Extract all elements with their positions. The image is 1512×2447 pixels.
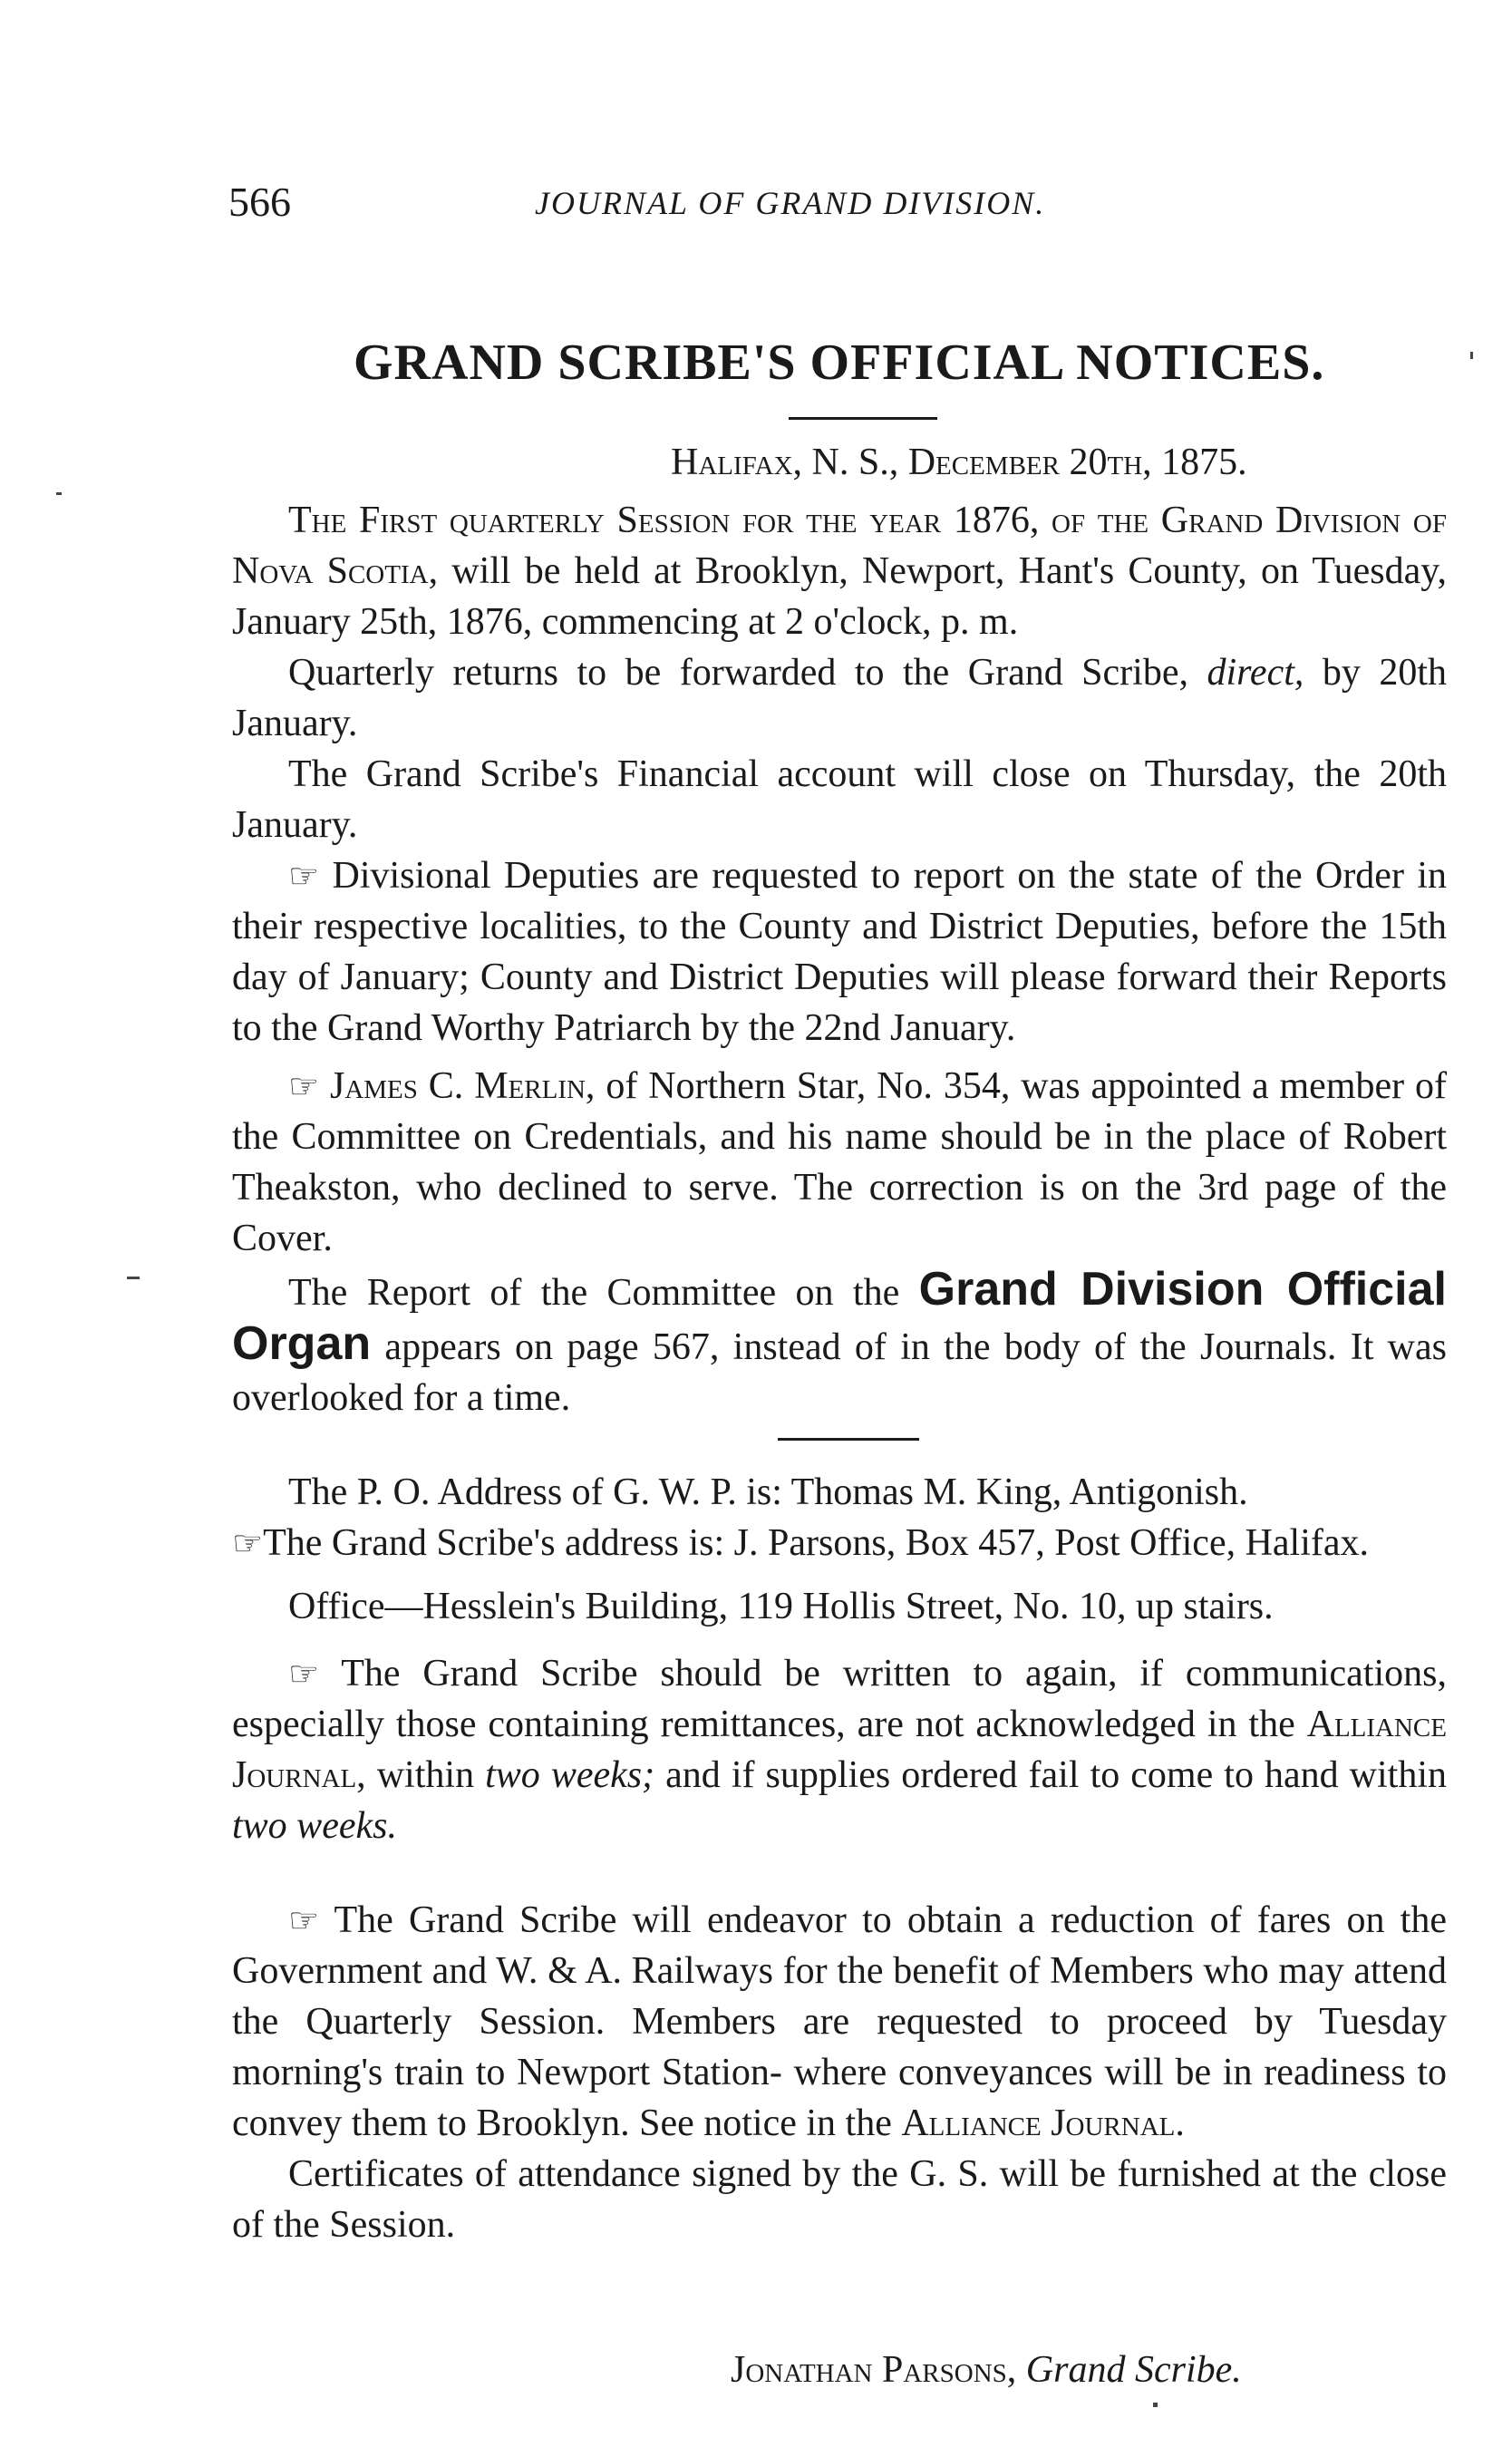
signature-role: Grand Scribe. bbox=[1025, 2349, 1242, 2391]
pointing-hand-icon: ☞ bbox=[288, 1066, 320, 1106]
notice-session-rest: will be held at Brooklyn, Newport, Hant's County, on Tuesday, January 25th, 1876, commencing at 2 o'clock, p. m. bbox=[232, 550, 1447, 643]
office-address: Office—Hesslein's Building, 119 Hollis Street, No. 10, up stairs. bbox=[288, 1586, 1274, 1627]
notice-merlin bbox=[232, 1061, 1447, 1264]
official-organ-heading: Grand Division Official Organ bbox=[232, 1263, 1447, 1370]
scribe-address bbox=[232, 1518, 1447, 1568]
returns-emphasis: direct, bbox=[1207, 652, 1304, 694]
scribe-address-text: The Grand Scribe's address is: J. Parsons, Box 457, Post Office, Halifax. bbox=[263, 1522, 1370, 1564]
running-head: JOURNAL OF GRAND DIVISION. bbox=[535, 185, 1046, 221]
report-text: The Report of the Committee on the bbox=[288, 1272, 919, 1314]
gwp-address: The P. O. Address of G. W. P. is: Thomas M. King, Antigonish. bbox=[288, 1471, 1248, 1513]
notice-deputies bbox=[232, 850, 1447, 1054]
print-speck bbox=[1470, 352, 1473, 359]
title-divider bbox=[789, 417, 937, 420]
notice-returns bbox=[232, 647, 1447, 749]
pointing-hand-icon: ☞ bbox=[288, 1654, 320, 1694]
pointing-hand-icon: ☞ bbox=[288, 856, 320, 896]
written-text-mid2: and if supplies ordered fail to come to hand within bbox=[654, 1754, 1448, 1796]
notice-session-lead: The First quarterly Session for the year 1876, of the Grand Division of Nova Scotia, bbox=[232, 500, 1447, 592]
signature-name: Jonathan Parsons, bbox=[731, 2349, 1017, 2391]
print-speck bbox=[127, 1277, 140, 1279]
alliance-journal-name: Alliance Journal, bbox=[232, 1704, 1447, 1796]
fares-text: The Grand Scribe will endeavor to obtain a reduction of fares on the Government and W. & A. Railways for the benefit of Members who may attend the Quarterly Session. Members are requested to proceed by Tuesday morning's train to Newport Station- where conveyances will be in readiness to convey them to Brooklyn. See notice in the bbox=[232, 1899, 1447, 2144]
notices-block-1 bbox=[232, 495, 1447, 1423]
deputies-text: Divisional Deputies are requested to report on the state of the Order in their respective localities, to the County and District Deputies, before the 15th day of January; County and District Deputies will please forward their Reports to the Grand Worthy Patriarch by the 22nd January. bbox=[232, 855, 1448, 1049]
written-text-mid: within bbox=[365, 1754, 486, 1796]
notices-block-2 bbox=[232, 1467, 1447, 2250]
notice-report bbox=[232, 1264, 1447, 1423]
scribe-mark-icon: ☞ bbox=[232, 1523, 264, 1563]
alliance-journal-name-2: Alliance Journal. bbox=[901, 2102, 1185, 2144]
merlin-name: James C. Merlin, bbox=[329, 1065, 596, 1107]
print-speck bbox=[1153, 2403, 1158, 2407]
notice-financial: The Grand Scribe's Financial account will close on Thursday, the 20th January. bbox=[232, 753, 1447, 846]
two-weeks-emphasis-2: two weeks. bbox=[232, 1805, 397, 1847]
returns-date: by 20th January. bbox=[232, 652, 1448, 744]
notice-certificates: Certificates of attendance signed by the G. S. will be furnished at the close of the Session. bbox=[232, 2153, 1447, 2246]
two-weeks-emphasis: two weeks; bbox=[485, 1754, 655, 1796]
notice-session bbox=[232, 495, 1447, 647]
merlin-text: of Northern Star, No. 354, was appointed a member of the Committee on Credentials, and his name should be in the place of Robert Theakston, who declined to serve. The correction is on the 3rd page of the Cover. bbox=[232, 1065, 1447, 1259]
notice-written bbox=[232, 1648, 1447, 1851]
returns-text: Quarterly returns to be forwarded to the Grand Scribe, bbox=[288, 652, 1207, 694]
dateline: Halifax, N. S., December 20th, 1875. bbox=[671, 442, 1247, 483]
signature bbox=[731, 2348, 1242, 2392]
page-number: 566 bbox=[228, 179, 291, 225]
print-speck bbox=[56, 492, 62, 495]
page-title: GRAND SCRIBE'S OFFICIAL NOTICES. bbox=[354, 335, 1325, 391]
notice-fares bbox=[232, 1895, 1447, 2149]
written-text: The Grand Scribe should be written to again, if communications, especially those containing remittances, are not acknowledged in the bbox=[232, 1653, 1447, 1745]
section-divider bbox=[778, 1438, 919, 1441]
pointing-hand-icon: ☞ bbox=[288, 1900, 320, 1940]
report-text-end: appears on page 567, instead of in the body of the Journals. It was overlooked for a time. bbox=[232, 1326, 1447, 1419]
